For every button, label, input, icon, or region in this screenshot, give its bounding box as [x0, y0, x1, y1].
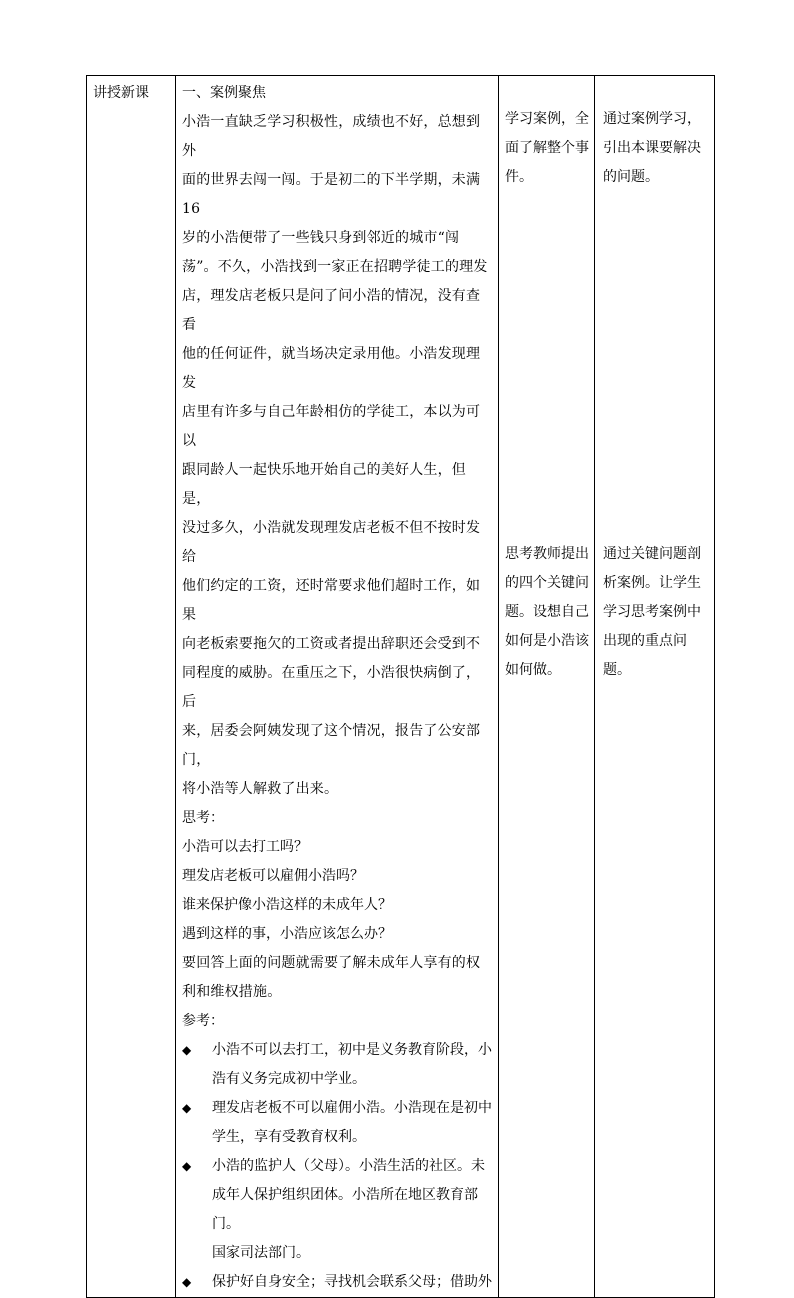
student-activity-line: 思考教师提出	[505, 546, 589, 562]
table-row	[87, 76, 715, 1298]
reference-line: 浩有义务完成初中学业。	[212, 1071, 366, 1087]
design-intent-line: 引出本课要解决	[603, 140, 701, 156]
case-line: 向老板索要拖欠的工资或者提出辞职还会受到不	[182, 636, 481, 652]
question-item: 理发店老板可以雇佣小浩吗？	[182, 868, 364, 884]
teaching-content-cell	[176, 76, 499, 1298]
case-line: 他们约定的工资，还时常要求他们超时工作，如果	[182, 578, 481, 623]
case-line: 店，理发店老板只是问了问小浩的情况，没有查看	[182, 288, 481, 333]
reference-item	[182, 1268, 492, 1297]
case-line: 来，居委会阿姨发现了这个情况，报告了公安部门，	[182, 723, 481, 768]
reference-item	[182, 1036, 492, 1094]
design-intent-line: 学习思考案例中	[603, 604, 701, 620]
student-activity-line: 题。设想自己	[505, 604, 589, 620]
reference-line: 学生，享有受教育权利。	[212, 1129, 366, 1145]
case-line: 店里有许多与自己年龄相仿的学徒工，本以为可以	[182, 404, 481, 449]
case-line: 跟同龄人一起快乐地开始自己的美好人生，但是，	[182, 462, 466, 507]
question-item: 谁来保护像小浩这样的未成年人？	[182, 897, 392, 913]
design-intent-line: 通过案例学习，	[603, 111, 701, 127]
think-label: 思考：	[182, 810, 224, 826]
student-activity-line: 如何是小浩该	[505, 633, 589, 649]
diamond-bullet-icon: ◆	[182, 1159, 192, 1173]
design-intent-line: 出现的重点问题。	[603, 633, 687, 678]
student-activity-cell	[499, 76, 595, 1298]
design-intent-line: 析案例。让学生	[603, 575, 701, 591]
case-line: 面的世界去闯一闯。于是初二的下半学期，未满16	[182, 172, 481, 217]
design-intent-line: 的问题。	[603, 169, 659, 185]
student-activity-line: 的四个关键问	[505, 575, 589, 591]
case-text	[182, 108, 492, 804]
case-line: 同程度的威胁。在重压之下，小浩很快病倒了，后	[182, 665, 481, 710]
question-item: 小浩可以去打工吗？	[182, 839, 308, 855]
case-line: 将小浩等人解救了出来。	[182, 781, 339, 797]
diamond-bullet-icon: ◆	[182, 1275, 192, 1289]
student-activity-line: 面了解整个事	[505, 140, 589, 156]
case-line: 荡”。不久，小浩找到一家正在招聘学徒工的理发	[182, 259, 488, 275]
case-line: 他的任何证件，就当场决定录用他。小浩发现理发	[182, 346, 481, 391]
student-activity-line: 如何做。	[505, 662, 561, 678]
case-line: 没过多久，小浩就发现理发店老板不但不按时发给	[182, 520, 481, 565]
reference-line: 理发店老板不可以雇佣小浩。小浩现在是初中	[212, 1100, 492, 1116]
design-intent-line: 通过关键问题剖	[603, 546, 701, 562]
case-heading: 一、案例聚焦	[182, 85, 266, 101]
case-line: 岁的小浩便带了一些钱只身到邻近的城市“闯	[182, 230, 460, 246]
lesson-plan-table	[86, 75, 715, 1298]
section-label: 讲授新课	[93, 85, 149, 101]
reference-line: 保护好自身安全；寻找机会联系父母；借助外	[212, 1274, 492, 1290]
reference-line: 小浩不可以去打工，初中是义务教育阶段，小	[212, 1042, 492, 1058]
student-activity-line: 学习案例，全	[505, 111, 589, 127]
diamond-bullet-icon: ◆	[182, 1101, 192, 1115]
reference-line: 成年人保护组织团体。小浩所在地区教育部门。	[212, 1187, 478, 1232]
case-line: 小浩一直缺乏学习积极性，成绩也不好，总想到外	[182, 114, 481, 159]
design-intent-cell	[595, 76, 715, 1298]
reference-label: 参考：	[182, 1013, 224, 1029]
reference-item	[182, 1094, 492, 1152]
answer-intro-line: 利和维权措施。	[182, 984, 282, 1000]
reference-item	[182, 1152, 492, 1268]
answer-intro-line: 要回答上面的问题就需要了解未成年人享有的权	[182, 955, 481, 971]
section-label-cell	[87, 76, 176, 1298]
diamond-bullet-icon: ◆	[182, 1043, 192, 1057]
reference-line: 国家司法部门。	[212, 1245, 310, 1261]
student-activity-line: 件。	[505, 169, 533, 185]
reference-line: 小浩的监护人（父母）。小浩生活的社区。未	[212, 1158, 485, 1174]
question-item: 遇到这样的事，小浩应该怎么办？	[182, 926, 392, 942]
